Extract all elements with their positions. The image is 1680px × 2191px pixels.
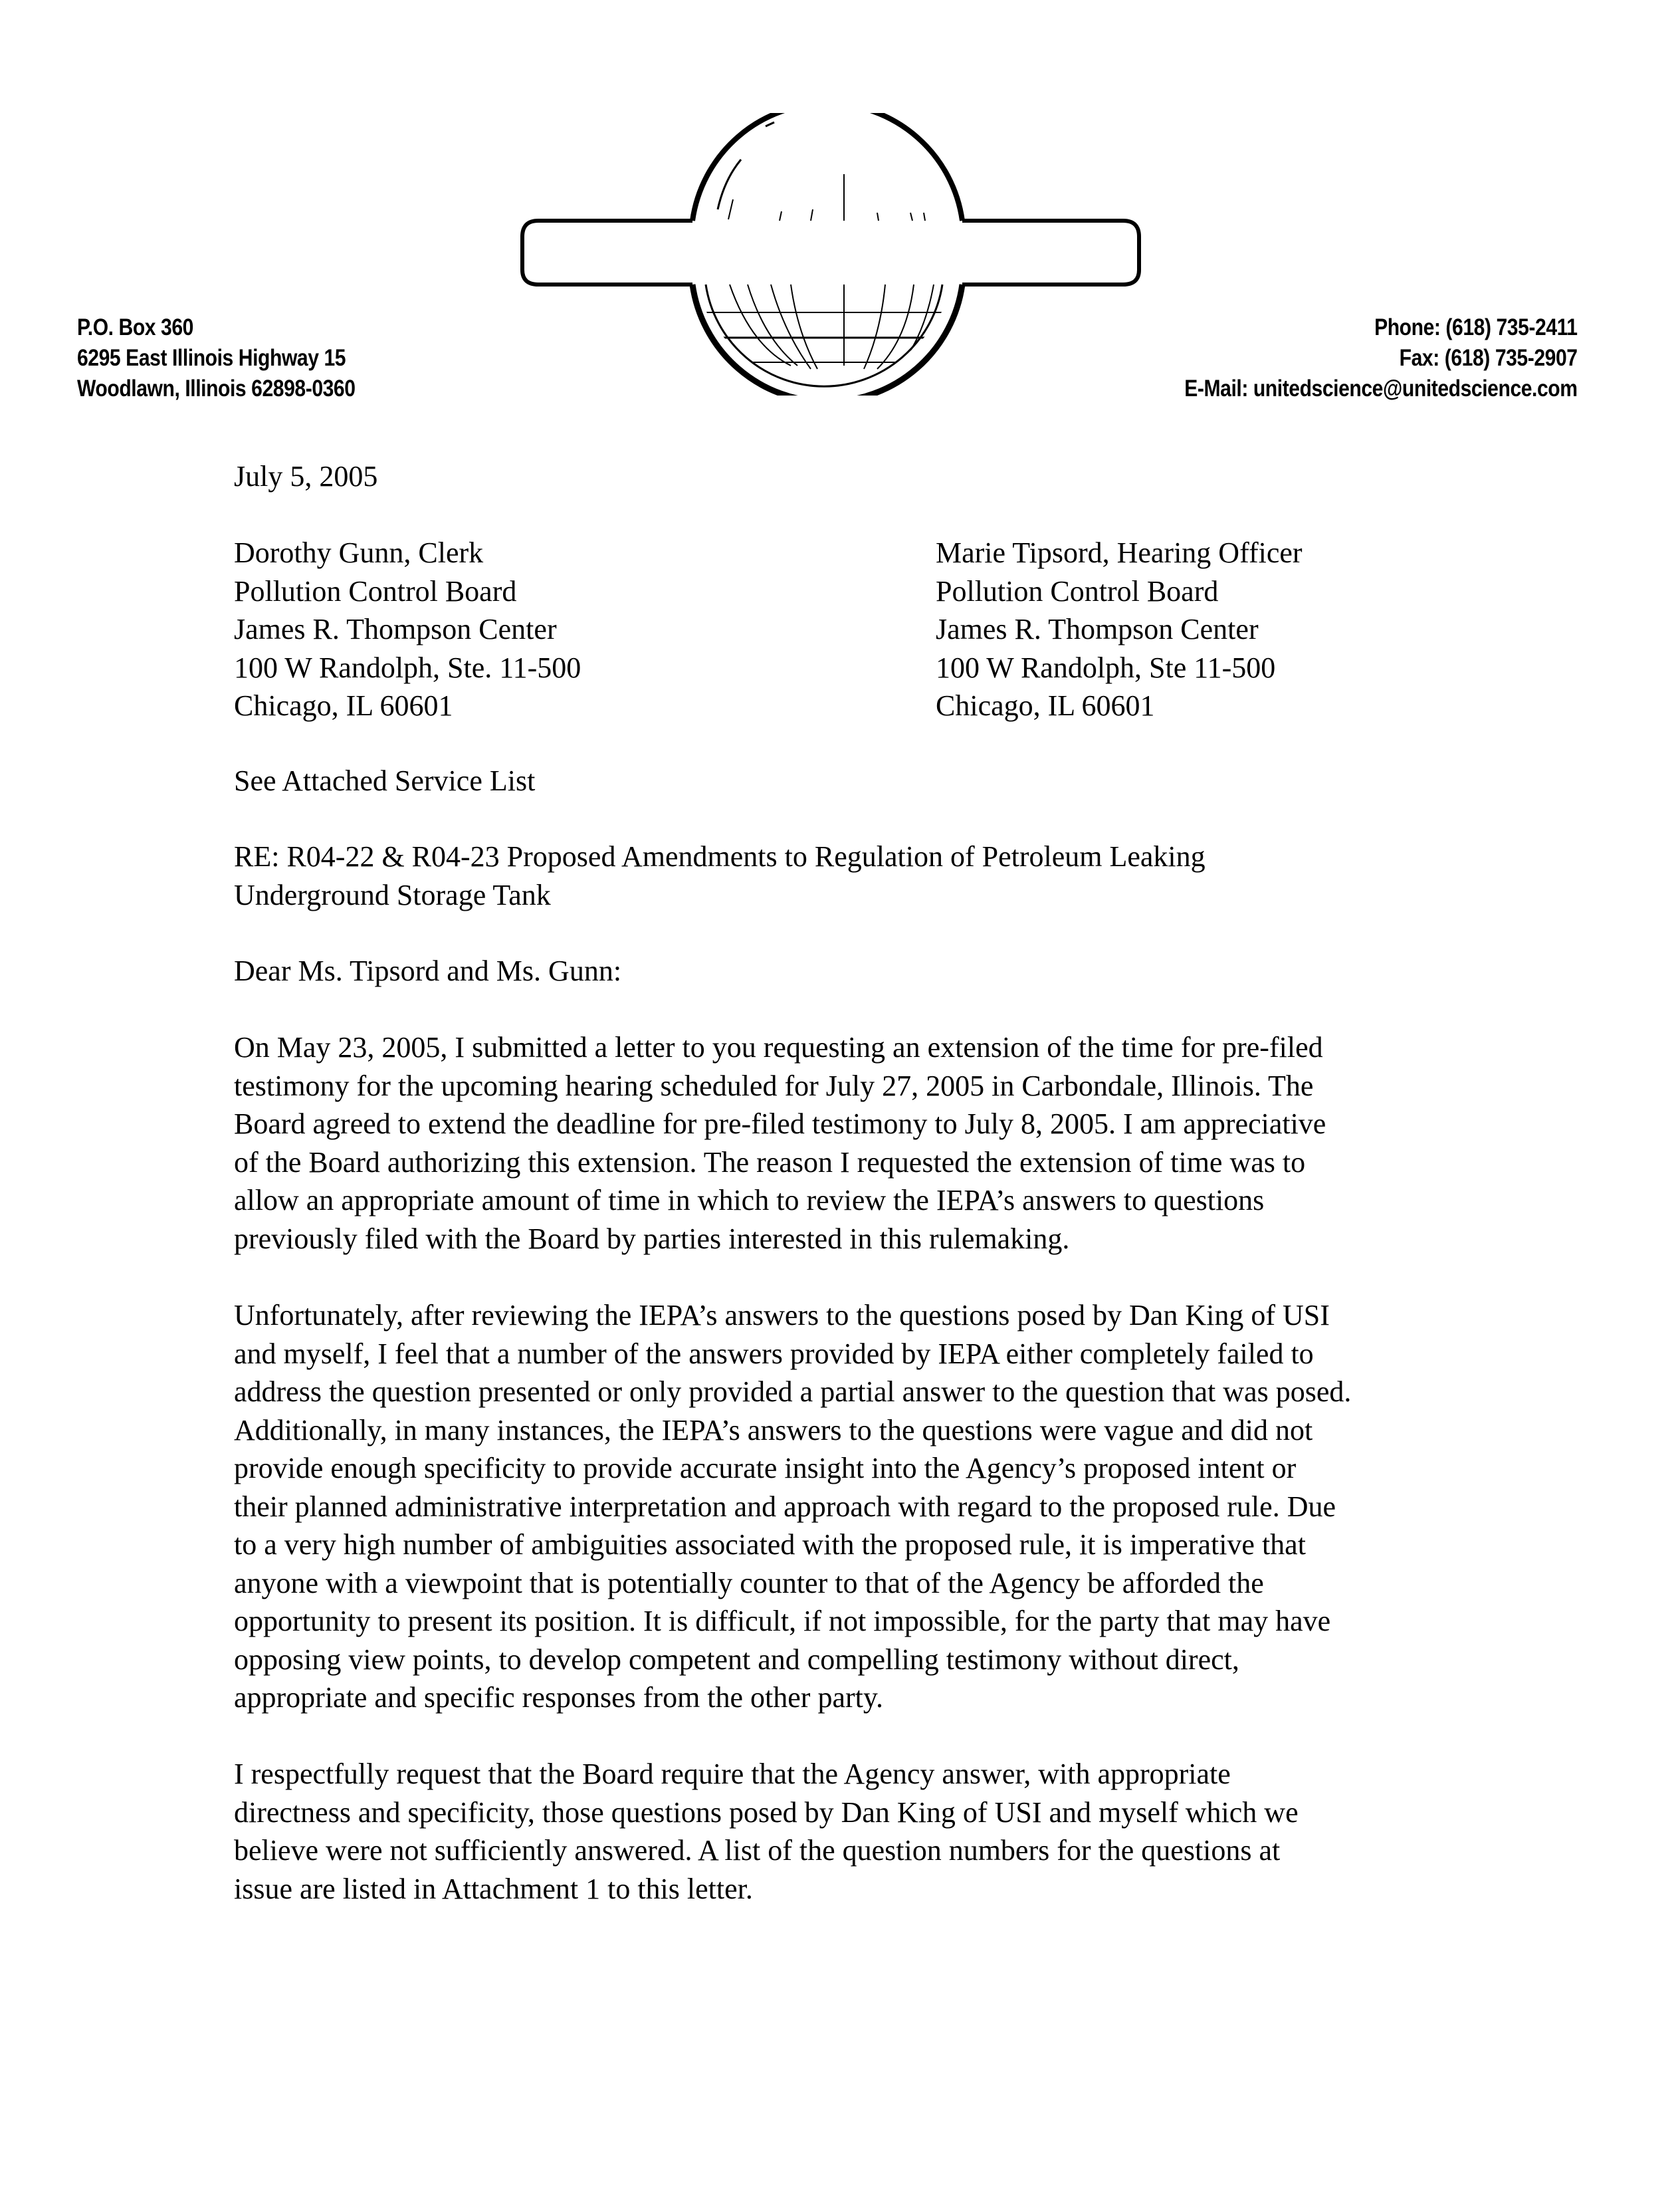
email-address: E-Mail: unitedscience@unitedscience.com [1184,376,1578,402]
recipient-line: James R. Thompson Center [936,613,1259,645]
paragraph-line: appropriate and specific responses from the other party. [234,1681,884,1714]
recipient-address-clerk [234,534,581,725]
paragraph-line: opportunity to present its position. It is difficult, if not impossible, for the party that may have [234,1605,1331,1637]
paragraph-line: believe were not sufficiently answered. A list of the question numbers for the questions at [234,1834,1281,1867]
body-paragraph-3 [234,1755,1299,1908]
recipient-line: Pollution Control Board [234,574,517,608]
recipient-line: Chicago, IL 60601 [234,689,453,722]
paragraph-line: opposing view points, to develop competent and compelling testimony without direct, [234,1643,1239,1676]
recipient-line: Marie Tipsord, Hearing Officer [936,536,1303,569]
paragraph-line: to a very high number of ambiguities associated with the proposed rule, it is imperative that [234,1528,1306,1561]
subject-line [234,838,1206,914]
recipient-line: Dorothy Gunn, Clerk [234,536,484,569]
body-paragraph-1 [234,1028,1326,1258]
paragraph-line: allow an appropriate amount of time in which to review the IEPA’s answers to questions [234,1184,1265,1216]
po-box: P.O. Box 360 [77,314,193,340]
letter-date: July 5, 2005 [234,460,378,493]
paragraph-line: I respectfully request that the Board require that the Agency answer, with appropriate [234,1758,1231,1790]
paragraph-line: Additionally, in many instances, the IEPA’s answers to the questions were vague and did not [234,1413,1313,1446]
paragraph-line: directness and specificity, those questions posed by Dan King of USI and myself which we [234,1795,1299,1829]
paragraph-line: address the question presented or only provided a partial answer to the question that was posed. [234,1375,1352,1408]
street-address: 6295 East Illinois Highway 15 [77,345,346,371]
paragraph-line: On May 23, 2005, I submitted a letter to you requesting an extension of the time for pre-filed [234,1031,1323,1064]
salutation: Dear Ms. Tipsord and Ms. Gunn: [234,955,622,987]
paragraph-line: Board agreed to extend the deadline for pre-filed testimony to July 8, 2005. I am appreciative [234,1107,1326,1140]
paragraph-line: and myself, I feel that a number of the answers provided by IEPA either completely failed to [234,1337,1314,1370]
service-list-note: See Attached Service List [234,764,536,797]
recipient-line: 100 W Randolph, Ste 11-500 [936,651,1276,684]
subject-line-text: RE: R04-22 & R04-23 Proposed Amendments to Regulation of Petroleum Leaking [234,840,1206,873]
paragraph-line: of the Board authorizing this extension. The reason I requested the extension of time was to [234,1145,1306,1179]
recipient-line: James R. Thompson Center [234,613,557,645]
paragraph-line: issue are listed in Attachment 1 to this letter. [234,1872,753,1905]
fax-number: Fax: (618) 735-2907 [1400,345,1578,371]
recipient-address-hearing-officer [936,534,1303,725]
letterhead-contact [1185,312,1578,404]
paragraph-line: anyone with a viewpoint that is potentially counter to that of the Agency be afforded the [234,1566,1264,1599]
recipient-line: Chicago, IL 60601 [936,689,1155,722]
phone-number: Phone: (618) 735-2411 [1374,314,1578,340]
paragraph-line: testimony for the upcoming hearing scheduled for July 27, 2005 in Carbondale, Illinois. The [234,1069,1314,1102]
paragraph-line: their planned administrative interpretation and approach with regard to the proposed rule. Due [234,1490,1336,1523]
subject-line-text: Underground Storage Tank [234,878,551,911]
globe-banner-logo-icon [518,113,1143,396]
body-paragraph-2 [234,1296,1351,1717]
paragraph-line: Unfortunately, after reviewing the IEPA’s answers to the questions posed by Dan King of USI [234,1299,1330,1331]
paragraph-line: provide enough specificity to provide accurate insight into the Agency’s proposed intent or [234,1452,1297,1484]
paragraph-line: previously filed with the Board by parties interested in this rulemaking. [234,1222,1070,1255]
recipient-line: Pollution Control Board [936,574,1219,608]
city-state-zip: Woodlawn, Illinois 62898-0360 [77,376,356,402]
letterhead-address [77,312,356,404]
recipient-line: 100 W Randolph, Ste. 11-500 [234,651,581,684]
